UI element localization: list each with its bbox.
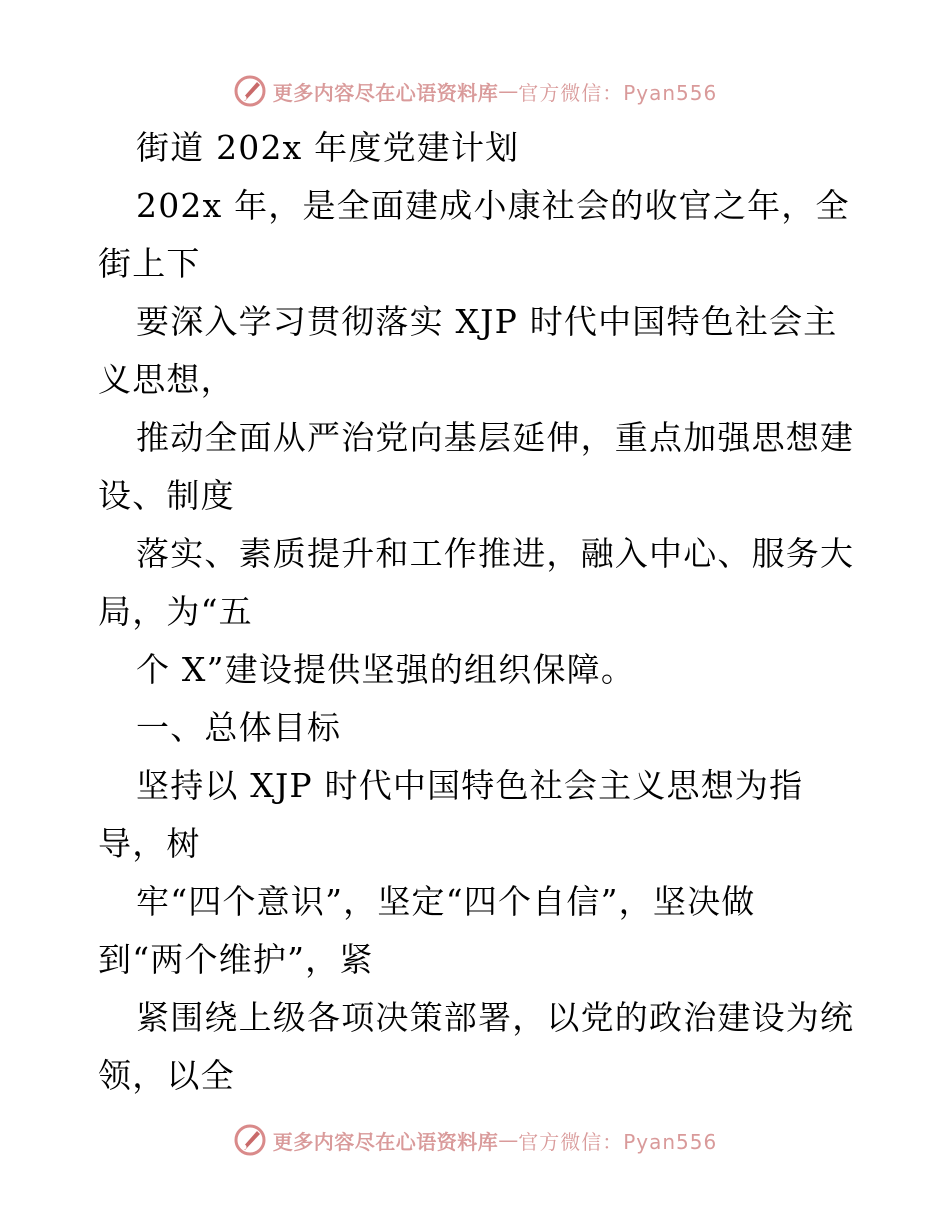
text-line: 推动全面从严治党向基层延伸，重点加强思想建 [136, 418, 855, 457]
text-line: 街上下 [98, 244, 201, 283]
text-line: 导，树 [98, 824, 201, 863]
text-line: 202x 年，是全面建成小康社会的收官之年，全 [136, 186, 850, 225]
watermark-brand: 更多内容尽在心语资料库 [272, 1129, 499, 1154]
text-line: 设、制度 [98, 476, 235, 515]
text-line: 领，以全 [98, 1056, 235, 1095]
text-line: 个 X”建设提供坚强的组织保障。 [136, 650, 636, 689]
footer-watermark [0, 1120, 950, 1160]
text-line: 局，为“五 [98, 592, 253, 631]
header-watermark [0, 71, 950, 111]
pen-logo-icon [233, 1123, 267, 1157]
pen-logo-icon [233, 74, 267, 108]
watermark-brand: 更多内容尽在心语资料库 [272, 80, 499, 105]
text-line: 坚持以 XJP 时代中国特色社会主义思想为指 [136, 766, 804, 805]
text-line: 落实、素质提升和工作推进，融入中心、服务大 [136, 534, 855, 573]
watermark-separator: — [498, 1128, 519, 1152]
text-line: 紧围绕上级各项决策部署，以党的政治建设为统 [136, 998, 855, 1037]
watermark-contact: 官方微信：Pyan556 [518, 1129, 718, 1154]
watermark-separator: — [498, 79, 519, 103]
text-line: 要深入学习贯彻落实 XJP 时代中国特色社会主 [136, 302, 838, 341]
section-heading: 一、总体目标 [136, 708, 342, 747]
text-line: 义思想， [98, 360, 235, 399]
text-line: 牢“四个意识”，坚定“四个自信”，坚决做 [136, 882, 756, 921]
watermark-contact: 官方微信：Pyan556 [518, 80, 718, 105]
text-line: 到“两个维护”，紧 [98, 940, 374, 979]
document-title: 街道 202x 年度党建计划 [136, 128, 520, 167]
